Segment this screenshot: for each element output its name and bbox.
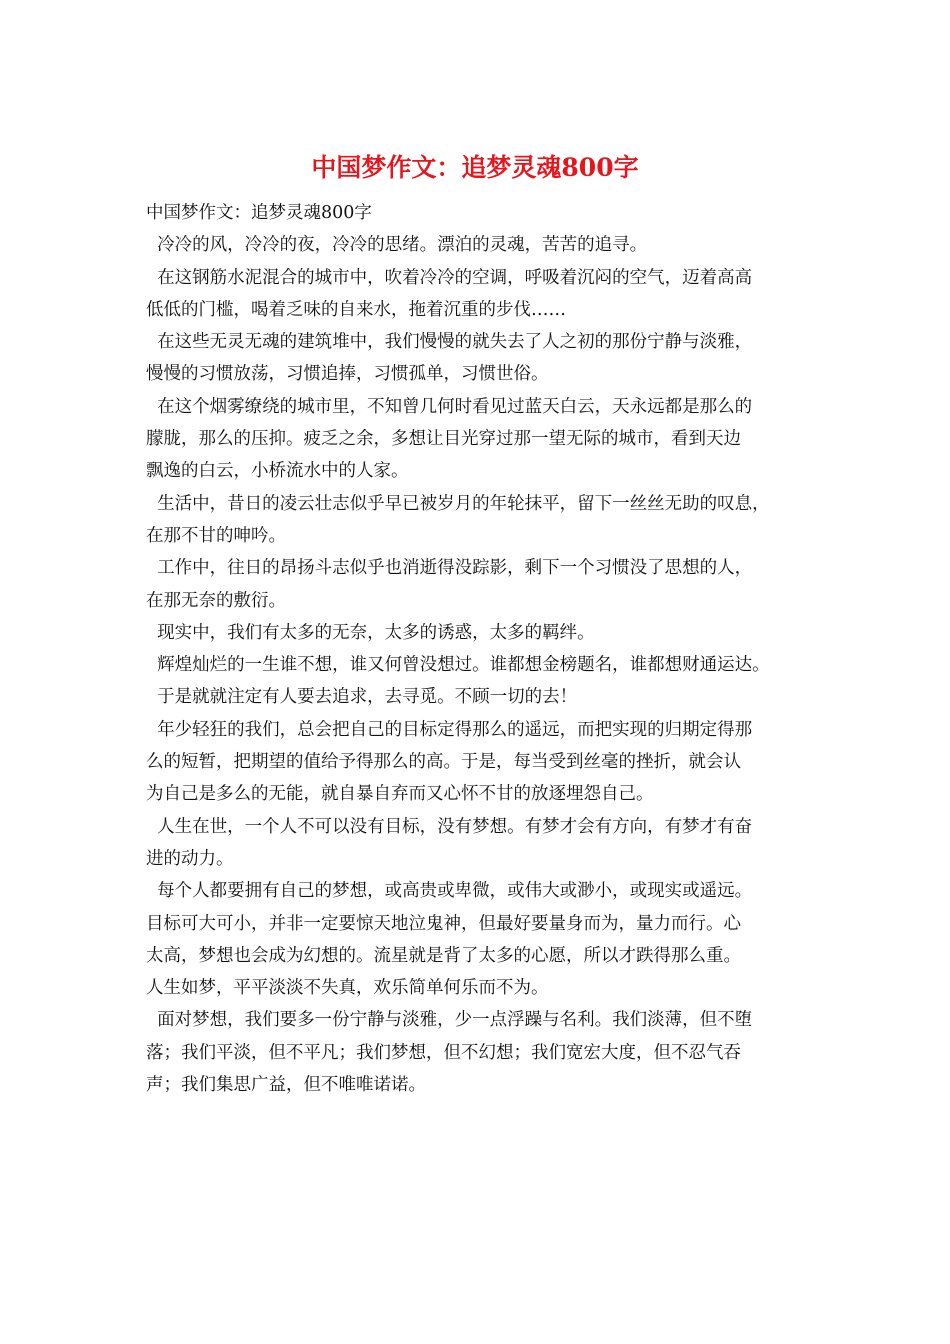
text-line: 年少轻狂的我们，总会把自己的目标定得那么的遥远，而把实现的归期定得那 — [146, 719, 753, 740]
text-line: 现实中，我们有太多的无奈，太多的诱惑，太多的羁绊。 — [146, 622, 595, 643]
text-line: 面对梦想，我们要多一份宁静与淡雅，少一点浮躁与名利。我们淡薄，但不堕 — [146, 1010, 753, 1031]
text-line: 每个人都要拥有自己的梦想，或高贵或卑微，或伟大或渺小，或现实或遥远。 — [146, 881, 753, 902]
page-title: 中国梦作文：追梦灵魂800字 — [311, 153, 639, 182]
text-line: 人生如梦，平平淡淡不失真，欢乐简单何乐而不为。 — [146, 978, 549, 999]
text-line: 辉煌灿烂的一生谁不想，谁又何曾没想过。谁都想金榜题名，谁都想财通运达。 — [146, 655, 770, 676]
text-line: 目标可大可小，并非一定要惊天地泣鬼神，但最好要量身而为，量力而行。心 — [146, 913, 741, 934]
text-line: 中国梦作文：追梦灵魂800字 — [146, 203, 372, 223]
text-line: 生活中，昔日的凌云壮志似乎早已被岁月的年轮抹平，留下一丝丝无助的叹息， — [146, 493, 770, 514]
text-line: 低低的门槛，喝着乏味的自来水，拖着沉重的步伐…… — [146, 299, 566, 320]
text-line: 声；我们集思广益，但不唯唯诺诺。 — [146, 1075, 426, 1096]
text-line: 人生在世，一个人不可以没有目标，没有梦想。有梦才会有方向，有梦才有奋 — [146, 816, 753, 837]
text-line: 在这钢筋水泥混合的城市中，吹着冷冷的空调，呼吸着沉闷的空气，迈着高高 — [146, 267, 753, 288]
text-line: 为自己是多么的无能，就自暴自弃而又心怀不甘的放逐埋怨自己。 — [146, 784, 654, 805]
text-line: 么的短暂，把期望的值给予得那么的高。于是，每当受到丝毫的挫折，就会认 — [146, 752, 741, 773]
text-line: 慢慢的习惯放荡，习惯追捧，习惯孤单，习惯世俗。 — [146, 364, 549, 385]
text-line: 在那不甘的呻吟。 — [146, 525, 286, 546]
text-line: 太高，梦想也会成为幻想的。流星就是背了太多的心愿，所以才跌得那么重。 — [146, 945, 741, 966]
text-line: 在这个烟雾缭绕的城市里，不知曾几何时看见过蓝天白云，天永远都是那么的 — [146, 396, 753, 417]
text-line: 在这些无灵无魂的建筑堆中，我们慢慢的就失去了人之初的那份宁静与淡雅， — [146, 332, 753, 353]
document-body — [146, 197, 826, 1101]
text-line: 于是就就注定有人要去追求，去寻觅。不顾一切的去！ — [146, 687, 578, 708]
text-line: 在那无奈的敷衍。 — [146, 590, 286, 611]
text-line: 落；我们平淡，但不平凡；我们梦想，但不幻想；我们宽宏大度，但不忍气吞 — [146, 1042, 741, 1063]
text-line: 飘逸的白云，小桥流水中的人家。 — [146, 461, 409, 482]
text-line: 工作中，往日的昂扬斗志似乎也消逝得没踪影，剩下一个习惯没了思想的人， — [146, 558, 753, 579]
text-line: 朦胧，那么的压抑。疲乏之余，多想让目光穿过那一望无际的城市，看到天边 — [146, 429, 741, 450]
text-line: 冷冷的风，冷冷的夜，冷冷的思绪。漂泊的灵魂，苦苦的追寻。 — [146, 235, 648, 256]
text-line: 进的动力。 — [146, 848, 234, 869]
